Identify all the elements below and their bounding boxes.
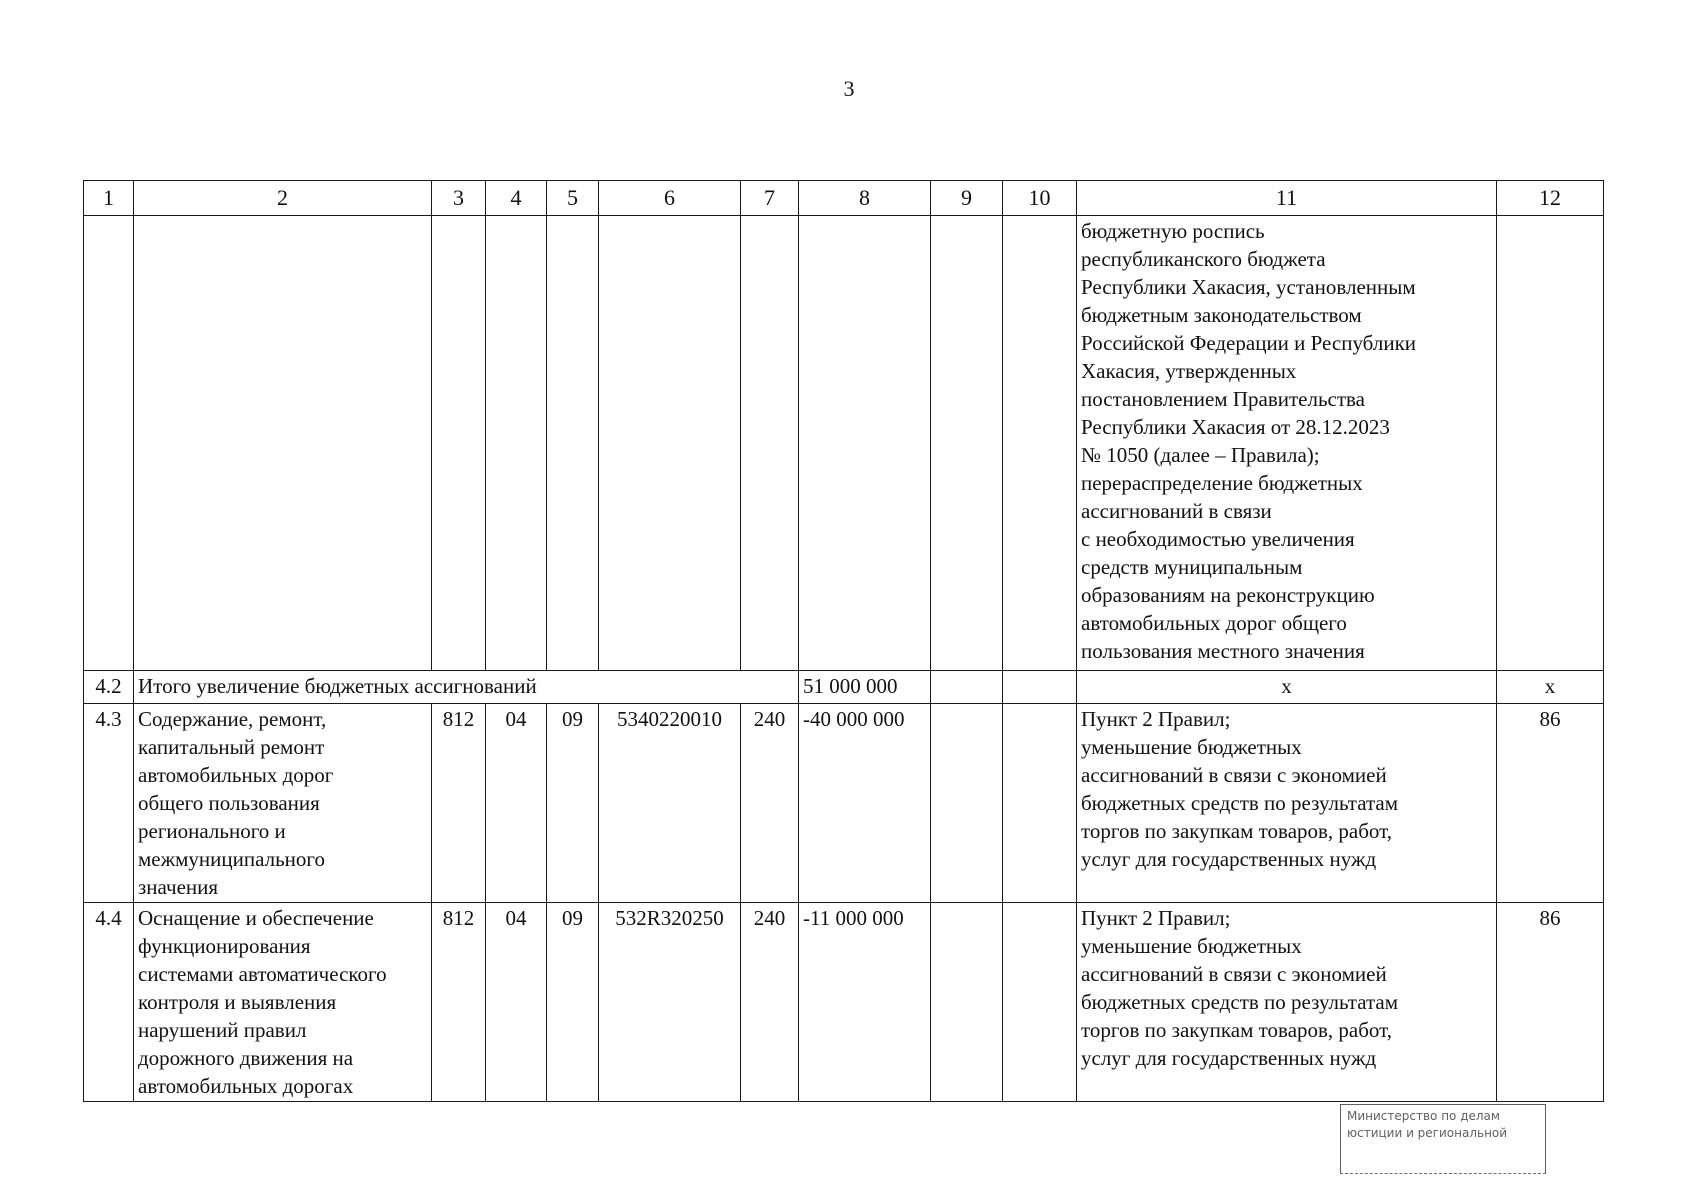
subsection-code: 09 bbox=[547, 903, 599, 1102]
table-header-row bbox=[84, 181, 1604, 216]
expense-type-code: 240 bbox=[741, 704, 799, 903]
table-cell bbox=[799, 216, 931, 671]
header-cell-4: 4 bbox=[486, 181, 547, 216]
header-cell-9: 9 bbox=[931, 181, 1003, 216]
table-cell bbox=[432, 216, 486, 671]
target-article-code: 532R320250 bbox=[599, 903, 741, 1102]
reference-number: 86 bbox=[1497, 903, 1604, 1102]
header-cell-5: 5 bbox=[547, 181, 599, 216]
table-cell bbox=[931, 903, 1003, 1102]
table-row bbox=[84, 704, 1604, 903]
table-cell bbox=[1497, 216, 1604, 671]
header-cell-12: 12 bbox=[1497, 181, 1604, 216]
header-cell-10: 10 bbox=[1003, 181, 1077, 216]
ministry-code: 812 bbox=[432, 704, 486, 903]
header-cell-2: 2 bbox=[134, 181, 432, 216]
total-col11-mark: x bbox=[1077, 671, 1497, 704]
header-cell-8: 8 bbox=[799, 181, 931, 216]
expense-name: Содержание, ремонт, капитальный ремонт автомобильных дорог общего пользования регионального и межмуниципального значения bbox=[134, 704, 432, 903]
section-code: 04 bbox=[486, 704, 547, 903]
row-number: 4.2 bbox=[84, 671, 134, 704]
target-article-code: 5340220010 bbox=[599, 704, 741, 903]
total-col12-mark: x bbox=[1497, 671, 1604, 704]
table-cell bbox=[1003, 903, 1077, 1102]
justification: Пункт 2 Правил; уменьшение бюджетных ассигнований в связи с экономией бюджетных средств по результатам торгов по закупкам товаров, работ, услуг для государственных нужд bbox=[1077, 704, 1497, 903]
section-code: 04 bbox=[486, 903, 547, 1102]
table-row bbox=[84, 903, 1604, 1102]
stamp-line-2: юстиции и региональной bbox=[1347, 1126, 1508, 1140]
amount: -11 000 000 bbox=[799, 903, 931, 1102]
subsection-code: 09 bbox=[547, 704, 599, 903]
expense-name: Оснащение и обеспечение функционирования системами автоматического контроля и выявления нарушений правил дорожного движения на автомобильных дорогах bbox=[134, 903, 432, 1102]
total-increase-row bbox=[84, 671, 1604, 704]
table-cell bbox=[84, 216, 134, 671]
expense-type-code: 240 bbox=[741, 903, 799, 1102]
table-cell bbox=[486, 216, 547, 671]
header-cell-6: 6 bbox=[599, 181, 741, 216]
total-label: Итого увеличение бюджетных ассигнований bbox=[134, 671, 799, 704]
table-cell bbox=[931, 704, 1003, 903]
table-cell bbox=[931, 216, 1003, 671]
table-cell bbox=[1003, 671, 1077, 704]
header-cell-1: 1 bbox=[84, 181, 134, 216]
row-number: 4.4 bbox=[84, 903, 134, 1102]
table-cell bbox=[741, 216, 799, 671]
ministry-code: 812 bbox=[432, 903, 486, 1102]
table-cell bbox=[1003, 216, 1077, 671]
header-cell-11: 11 bbox=[1077, 181, 1497, 216]
stamp-line-1: Министерство по делам bbox=[1347, 1109, 1500, 1123]
header-cell-3: 3 bbox=[432, 181, 486, 216]
amount: -40 000 000 bbox=[799, 704, 931, 903]
justification-continued: бюджетную роспись республиканского бюджета Республики Хакасия, установленным бюджетным законодательством Российской Федерации и Республики Хакасия, утвержденных постановлением Правительства Республики Хакасия от 28.12.2023 № 1050 (далее – Правила); перераспределение бюджетных ассигнований в связи с необходимостью увеличения средств муниципальным образованиям на реконструкцию автомобильных дорог общего пользования местного значения bbox=[1077, 216, 1497, 671]
continuation-row bbox=[84, 216, 1604, 671]
table-cell bbox=[547, 216, 599, 671]
total-amount: 51 000 000 bbox=[799, 671, 931, 704]
table-cell bbox=[1003, 704, 1077, 903]
table-cell bbox=[599, 216, 741, 671]
justification: Пункт 2 Правил; уменьшение бюджетных ассигнований в связи с экономией бюджетных средств по результатам торгов по закупкам товаров, работ, услуг для государственных нужд bbox=[1077, 903, 1497, 1102]
row-number: 4.3 bbox=[84, 704, 134, 903]
header-cell-7: 7 bbox=[741, 181, 799, 216]
page-number: 3 bbox=[843, 76, 855, 101]
registration-stamp bbox=[1340, 1104, 1546, 1174]
table-cell bbox=[931, 671, 1003, 704]
budget-changes-table bbox=[83, 180, 1604, 1102]
reference-number: 86 bbox=[1497, 704, 1604, 903]
table-cell bbox=[134, 216, 432, 671]
